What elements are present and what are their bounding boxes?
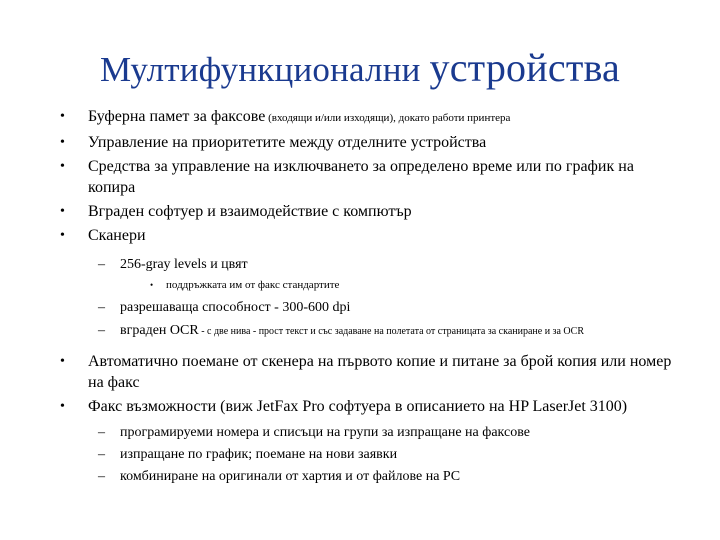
bullet-text: Управление на приоритетите между отделните устройства	[88, 134, 487, 151]
sub-sub-item-text: поддръжката им от факс стандартите	[166, 279, 340, 291]
bullet-text-small: (входящи и/или изходящи), докато работи принтера	[265, 112, 511, 124]
bullet-item-scanners	[0, 225, 720, 246]
sub-item-text: комбиниране на оригинали от хартия и от файлове на PC	[120, 469, 461, 484]
sub-sub-item-fax-standards	[0, 277, 720, 293]
bullet-item-fax-buffer	[0, 106, 720, 129]
bullet-marker: •	[60, 354, 65, 369]
slide-title	[0, 40, 720, 98]
sub-item-gray-levels	[0, 255, 720, 274]
slide-title-part2: устройства	[429, 45, 621, 90]
dash-marker: –	[98, 469, 105, 484]
sub-item-text: разрешаваща способност - 300-600 dpi	[120, 300, 351, 315]
slide-title-part1: Мултифункционални	[99, 50, 421, 89]
dash-marker: –	[98, 425, 105, 440]
sub-item-text: изпращане по график; поемане на нови заявки	[120, 447, 398, 462]
sub-item-text-small: - с две нива - прост текст и със задаване на полетата от страницата за сканиране и за OCR	[198, 326, 584, 337]
bullet-marker: •	[60, 109, 65, 124]
bullet-marker: •	[60, 204, 65, 219]
sub-item-resolution	[0, 298, 720, 317]
sub-item-text-main: вграден OCR	[120, 323, 199, 338]
bullet-text-main: Буферна памет за факсове	[88, 108, 266, 125]
dash-marker: –	[98, 257, 105, 272]
bullet-text: Автоматично поемане от скенера на първото копие и питане за брой копия или номер на факс	[88, 353, 672, 391]
sub-item-text: програмируеми номера и списъци на групи за изпращане на факсове	[120, 425, 530, 440]
bullet-marker: •	[60, 135, 65, 150]
sub-item-combine-originals	[0, 467, 720, 486]
dash-marker: –	[98, 447, 105, 462]
bullet-text: Средства за управление на изключването за определено време или по график на копира	[88, 158, 634, 196]
bullet-marker: •	[60, 228, 65, 243]
slide-body	[0, 106, 720, 489]
bullet-text: Вграден софтуер и взаимодействие с компютър	[88, 203, 412, 220]
bullet-item-auto-copy	[0, 351, 720, 393]
bullet-item-software	[0, 201, 720, 222]
bullet-item-priorities	[0, 132, 720, 153]
sub-item-group-lists	[0, 423, 720, 442]
dash-marker: –	[98, 300, 105, 315]
sub-item-text: 256-gray levels и цвят	[120, 257, 248, 272]
bullet-item-shutdown-control	[0, 156, 720, 198]
bullet-marker: •	[60, 399, 65, 414]
bullet-text: Факс възможности (виж JetFax Pro софтуера в описанието на HP LaserJet 3100)	[88, 398, 628, 415]
sub-item-scheduled-send	[0, 445, 720, 464]
bullet-marker: •	[150, 280, 154, 290]
bullet-marker: •	[60, 159, 65, 174]
bullet-item-fax-capabilities	[0, 396, 720, 417]
dash-marker: –	[98, 323, 105, 338]
bullet-text: Сканери	[88, 227, 146, 244]
sub-item-ocr	[0, 321, 720, 341]
